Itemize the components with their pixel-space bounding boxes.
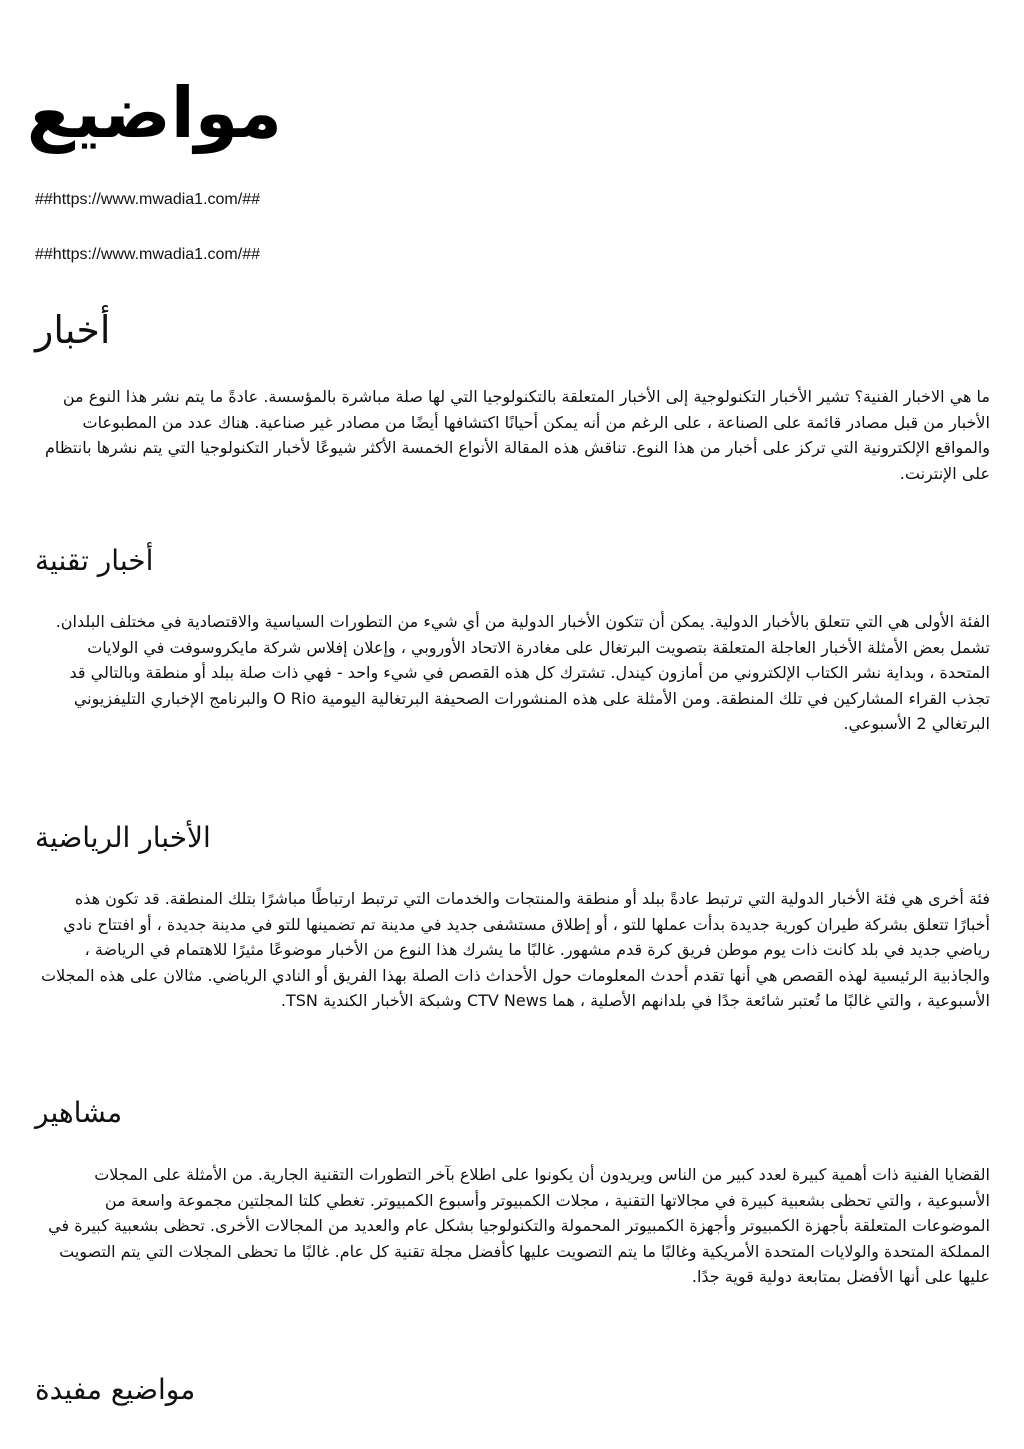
site-url-link[interactable]: ##https://www.mwadia1.com/## <box>35 246 260 263</box>
sports-news-heading: الأخبار الرياضية <box>35 821 211 854</box>
sports-news-paragraph: فئة أخرى هي فئة الأخبار الدولية التي ترتبط عادةً ببلد أو منطقة والمنتجات والخدمات التي ترتبط ارتباطًا مباشرًا بتلك المنطقة. قد تكون هذه أخبارًا تتعلق بشركة طيران كورية جديدة بدأت عملها للتو ، أو إطلاق مستشفى جديد في مدينة تم تضمينها للتو في مدينة جديدة ، أو افتتاح نادي رياضي جديد في بلد كانت ذات يوم موطن فريق كرة قدم مشهور. غالبًا ما يشرك هذا النوع من الأخبار موضوعًا مثيرًا للاهتمام في الرياضة ، والجاذبية الرئيسية لهذه القصص هي أنها تقدم أحدث المعلومات حول الأحداث ذات الصلة بهذا الفريق أو النادي الرياضي. مثالان على هذه المجلات الأسبوعية ، والتي غالبًا ما تُعتبر شائعة جدًا في بلدانهم الأصلية ، هما CTV News وشبكة الأخبار الكندية TSN. <box>41 889 990 1011</box>
celebrities-heading: مشاهير <box>35 1096 123 1129</box>
useful-topics-heading: مواضيع مفيدة <box>35 1373 196 1406</box>
site-url-link[interactable]: ##https://www.mwadia1.com/## <box>35 191 260 208</box>
page-title: أخبار <box>35 308 111 352</box>
tech-news-heading: أخبار تقنية <box>35 544 154 577</box>
site-logo[interactable]: مواضيع <box>26 72 282 154</box>
celebrities-paragraph: القضايا الفنية ذات أهمية كبيرة لعدد كبير من الناس ويريدون أن يكونوا على اطلاع بآخر التطورات التقنية الجارية. من الأمثلة على المجلات الأسبوعية ، والتي تحظى بشعبية كبيرة في مجالاتها التقنية ، مجلات الكمبيوتر وأسبوع الكمبيوتر. تغطي كلتا المجلتين مجموعة واسعة من الموضوعات المتعلقة بأجهزة الكمبيوتر وأجهزة الكمبيوتر المحمولة والتكنولوجيا بشكل عام والعديد من المجالات الأخرى. تحظى بشعبية كبيرة في المملكة المتحدة والولايات المتحدة الأمريكية وغالبًا ما يتم التصويت عليها كأفضل مجلة تقنية كل عام. غالبًا ما تحظى المجلات التي يتم التصويت عليها على أنها الأفضل بمتابعة دولية قوية جدًا. <box>48 1165 990 1287</box>
tech-news-paragraph: الفئة الأولى هي التي تتعلق بالأخبار الدولية. يمكن أن تتكون الأخبار الدولية من أي شيء من التطورات السياسية والاقتصادية في مختلف البلدان. تشمل بعض الأمثلة الأخبار العاجلة المتعلقة بتصويت البرتغال على مغادرة الاتحاد الأوروبي ، وإعلان إفلاس شركة مايكروسوفت في الولايات المتحدة ، وبداية نشر الكتاب الإلكتروني من أمازون كيندل. تشترك كل هذه القصص في شيء واحد - فهي ذات صلة ببلد أو منطقة وبالتالي قد تجذب القراء المشاركين في تلك المنطقة. ومن الأمثلة على هذه المنشورات الصحيفة البرتغالية اليومية O Rio والبرنامج الإخباري التليفزيوني البرتغالي 2 الأسبوعي. <box>55 612 990 734</box>
intro-paragraph: ما هي الاخبار الفنية؟ تشير الأخبار التكنولوجية إلى الأخبار المتعلقة بالتكنولوجيا التي لها صلة مباشرة بالمؤسسة. عادةً ما يتم نشر هذا النوع من الأخبار من قبل مصادر قائمة على الصناعة ، على الرغم من أنه يمكن أحيانًا اكتشافها أيضًا من مصادر غير صناعية. هناك عدد من المطبوعات والمواقع الإلكترونية التي تركز على أخبار من هذا النوع. تناقش هذه المقالة الأنواع الخمسة الأكثر شيوعًا لأخبار التكنولوجيا التي يتم نشرها بانتظام على الإنترنت. <box>45 387 990 483</box>
